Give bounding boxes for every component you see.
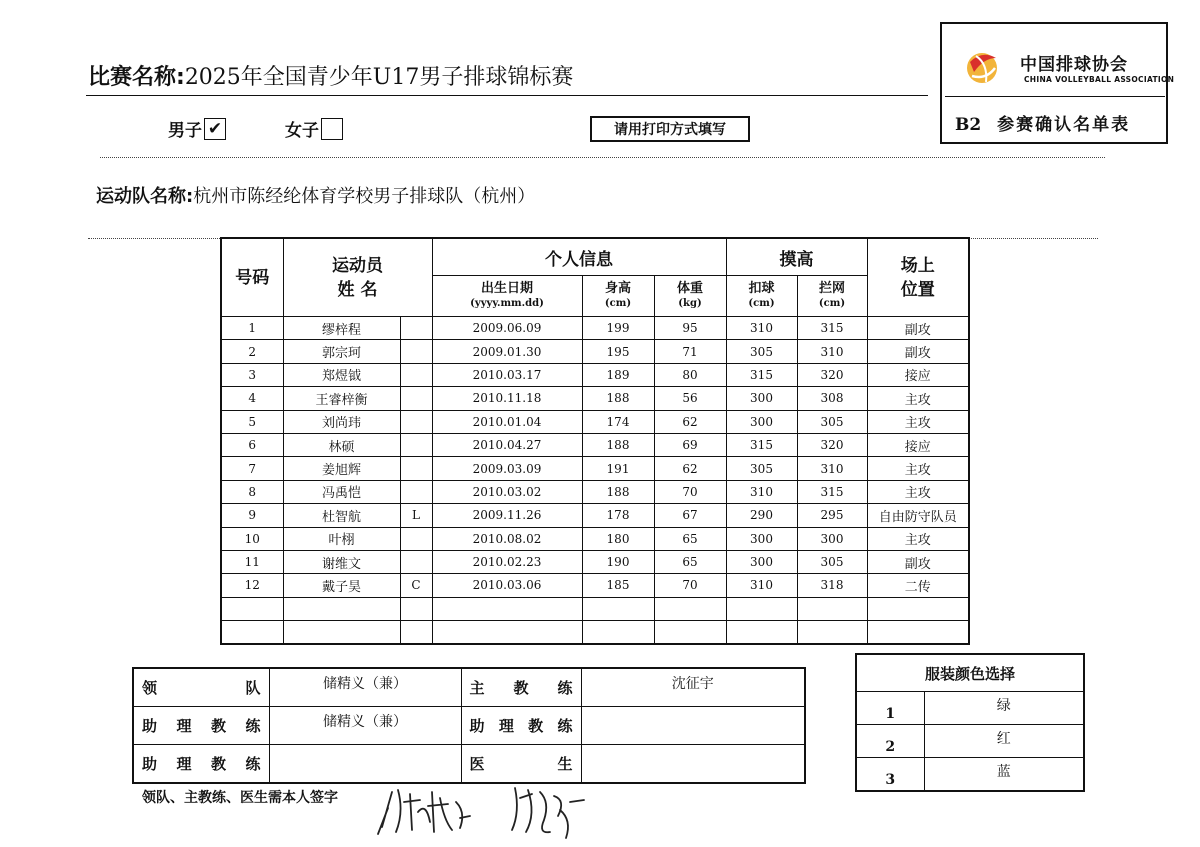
volleyball-logo-icon <box>962 46 1018 88</box>
player-role-flag[interactable]: L <box>400 504 432 527</box>
header-position <box>867 238 969 317</box>
asst1-label-cell <box>133 707 269 745</box>
player-role-flag[interactable] <box>400 550 432 573</box>
player-weight[interactable]: 95 <box>654 317 726 340</box>
player-number[interactable]: 9 <box>221 504 283 527</box>
player-number[interactable]: 4 <box>221 387 283 410</box>
player-name[interactable]: 叶栩 <box>283 527 400 550</box>
player-position[interactable]: 自由防守队员 <box>867 504 969 527</box>
player-weight[interactable] <box>654 597 726 620</box>
player-name[interactable]: 谢维文 <box>283 550 400 573</box>
player-weight[interactable]: 70 <box>654 574 726 597</box>
table-row <box>221 504 969 527</box>
form-title: 参赛确认名单表 <box>997 115 1131 135</box>
player-weight[interactable]: 71 <box>654 340 726 363</box>
player-number[interactable]: 6 <box>221 433 283 456</box>
header-weight-label: 体重 <box>676 281 703 296</box>
player-name[interactable]: 戴子昊 <box>283 574 400 597</box>
header-birth <box>432 276 582 317</box>
player-role-flag[interactable] <box>400 621 432 645</box>
table-row <box>221 621 969 645</box>
player-position[interactable]: 主攻 <box>867 387 969 410</box>
uniform-color-table <box>855 653 1085 792</box>
player-birthdate[interactable]: 2009.06.09 <box>432 317 582 340</box>
leader-name[interactable]: 储精义（兼） <box>269 668 461 707</box>
player-height[interactable]: 188 <box>582 480 654 503</box>
team-name: 杭州市陈经纶体育学校男子排球队（杭州） <box>193 186 536 207</box>
player-spike-reach[interactable]: 305 <box>726 457 797 480</box>
header-player-line1: 运动员 <box>332 255 383 276</box>
uniform-option-index: 2 <box>856 725 924 758</box>
player-number[interactable] <box>221 621 283 645</box>
player-height[interactable]: 178 <box>582 504 654 527</box>
handwritten-signatures <box>370 772 610 842</box>
player-birthdate[interactable]: 2010.03.06 <box>432 574 582 597</box>
player-birthdate[interactable]: 2010.03.02 <box>432 480 582 503</box>
uniform-option-color[interactable]: 蓝 <box>924 758 1084 791</box>
player-number[interactable]: 7 <box>221 457 283 480</box>
player-weight[interactable]: 62 <box>654 410 726 433</box>
association-name-cn: 中国排球协会 <box>1020 55 1128 75</box>
roster-table <box>220 237 970 645</box>
player-role-flag[interactable] <box>400 433 432 456</box>
player-position[interactable]: 副攻 <box>867 340 969 363</box>
player-spike-reach[interactable]: 300 <box>726 410 797 433</box>
table-row <box>221 480 969 503</box>
roster-body <box>221 317 969 645</box>
player-weight[interactable]: 67 <box>654 504 726 527</box>
player-height[interactable] <box>582 621 654 645</box>
table-row <box>221 387 969 410</box>
player-name[interactable]: 杜智航 <box>283 504 400 527</box>
player-block-reach[interactable]: 305 <box>797 550 867 573</box>
player-block-reach[interactable]: 320 <box>797 433 867 456</box>
title-underline <box>86 95 928 96</box>
female-option[interactable] <box>285 116 343 141</box>
player-spike-reach[interactable]: 305 <box>726 340 797 363</box>
player-birthdate[interactable]: 2009.03.09 <box>432 457 582 480</box>
leader-label-cell <box>133 668 269 707</box>
player-spike-reach[interactable]: 290 <box>726 504 797 527</box>
female-checkbox[interactable] <box>321 118 343 140</box>
header-personal-info: 个人信息 <box>432 238 726 276</box>
team-name-line <box>96 182 535 208</box>
asst2-label-cell <box>133 745 269 784</box>
head-coach-name[interactable]: 沈征宇 <box>581 668 805 707</box>
player-number[interactable]: 10 <box>221 527 283 550</box>
player-block-reach[interactable]: 300 <box>797 527 867 550</box>
player-name[interactable] <box>283 597 400 620</box>
player-role-flag[interactable] <box>400 363 432 386</box>
player-height[interactable]: 174 <box>582 410 654 433</box>
player-role-flag[interactable] <box>400 317 432 340</box>
uniform-option-row[interactable] <box>856 758 1084 791</box>
player-block-reach[interactable]: 305 <box>797 410 867 433</box>
player-weight[interactable]: 65 <box>654 550 726 573</box>
event-title <box>88 60 573 91</box>
player-position[interactable]: 接应 <box>867 433 969 456</box>
player-spike-reach[interactable]: 310 <box>726 317 797 340</box>
table-row <box>221 574 969 597</box>
player-birthdate[interactable] <box>432 621 582 645</box>
player-name[interactable]: 姜旭辉 <box>283 457 400 480</box>
player-spike-reach[interactable]: 300 <box>726 527 797 550</box>
asst3-label-cell <box>461 707 581 745</box>
player-height[interactable]: 189 <box>582 363 654 386</box>
uniform-option-color[interactable]: 绿 <box>924 692 1084 725</box>
player-number[interactable]: 3 <box>221 363 283 386</box>
form-code <box>955 110 1130 135</box>
player-position[interactable]: 副攻 <box>867 550 969 573</box>
player-role-flag[interactable] <box>400 597 432 620</box>
table-row <box>221 433 969 456</box>
player-birthdate[interactable]: 2010.04.27 <box>432 433 582 456</box>
player-block-reach[interactable]: 318 <box>797 574 867 597</box>
header-weight-unit: (kg) <box>678 298 702 309</box>
player-block-reach[interactable]: 310 <box>797 340 867 363</box>
player-block-reach[interactable]: 315 <box>797 317 867 340</box>
header-spike-label: 扣球 <box>748 281 775 296</box>
table-row <box>221 363 969 386</box>
asst1-label: 助 理 教 练 <box>142 717 261 735</box>
doctor-label: 医 生 <box>469 755 573 773</box>
asst1-name[interactable]: 储精义（兼） <box>269 707 461 745</box>
header-block-label: 拦网 <box>818 281 845 296</box>
player-birthdate[interactable] <box>432 597 582 620</box>
table-row <box>221 340 969 363</box>
player-name[interactable] <box>283 621 400 645</box>
male-checkbox[interactable]: ✔ <box>204 118 226 140</box>
male-label: 男子 <box>168 121 202 141</box>
event-label: 比赛名称: <box>88 65 185 90</box>
player-height[interactable] <box>582 597 654 620</box>
player-spike-reach[interactable]: 310 <box>726 574 797 597</box>
print-instruction-box: 请用打印方式填写 <box>590 116 750 142</box>
player-name[interactable]: 郭宗珂 <box>283 340 400 363</box>
header-position-line1: 场上 <box>900 255 935 276</box>
player-block-reach[interactable]: 320 <box>797 363 867 386</box>
player-block-reach[interactable] <box>797 597 867 620</box>
player-number[interactable]: 1 <box>221 317 283 340</box>
header-spike-unit: (cm) <box>748 298 775 309</box>
doctor-name[interactable] <box>581 745 805 784</box>
table-row <box>221 527 969 550</box>
player-position[interactable]: 主攻 <box>867 480 969 503</box>
player-position[interactable] <box>867 597 969 620</box>
signature-note: 领队、主教练、医生需本人签字 <box>142 790 338 806</box>
player-position[interactable]: 主攻 <box>867 527 969 550</box>
logo-divider <box>945 96 1165 97</box>
header-height <box>582 276 654 317</box>
player-height[interactable]: 188 <box>582 433 654 456</box>
player-birthdate[interactable]: 2010.01.04 <box>432 410 582 433</box>
header-player-line2: 姓 名 <box>337 279 378 300</box>
header-block <box>797 276 867 317</box>
header-player <box>283 238 432 317</box>
player-height[interactable]: 195 <box>582 340 654 363</box>
player-birthdate[interactable]: 2009.11.26 <box>432 504 582 527</box>
player-weight[interactable]: 65 <box>654 527 726 550</box>
header-position-line2: 位置 <box>900 279 935 300</box>
player-weight[interactable]: 69 <box>654 433 726 456</box>
player-name[interactable]: 王睿梓衡 <box>283 387 400 410</box>
form-code-id: B2 <box>955 115 982 135</box>
table-row <box>221 597 969 620</box>
player-name[interactable]: 冯禹恺 <box>283 480 400 503</box>
player-weight[interactable]: 62 <box>654 457 726 480</box>
uniform-option-index: 1 <box>856 692 924 725</box>
player-number[interactable]: 5 <box>221 410 283 433</box>
player-position[interactable]: 二传 <box>867 574 969 597</box>
player-role-flag[interactable] <box>400 410 432 433</box>
player-birthdate[interactable]: 2010.03.17 <box>432 363 582 386</box>
player-height[interactable]: 199 <box>582 317 654 340</box>
head-coach-label-cell <box>461 668 581 707</box>
player-weight[interactable]: 56 <box>654 387 726 410</box>
asst2-label: 助 理 教 练 <box>142 755 261 773</box>
player-block-reach[interactable]: 295 <box>797 504 867 527</box>
header-reach: 摸高 <box>726 238 867 276</box>
player-spike-reach[interactable]: 300 <box>726 387 797 410</box>
head-coach-label: 主 教 练 <box>469 679 573 697</box>
player-spike-reach[interactable]: 315 <box>726 363 797 386</box>
header-block-unit: (cm) <box>818 298 846 309</box>
player-position[interactable] <box>867 621 969 645</box>
header-height-unit: (cm) <box>604 298 632 309</box>
dotted-separator <box>100 157 1105 158</box>
player-height[interactable]: 191 <box>582 457 654 480</box>
player-role-flag[interactable] <box>400 527 432 550</box>
leader-label: 领 队 <box>142 679 261 697</box>
player-birthdate[interactable]: 2010.11.18 <box>432 387 582 410</box>
player-weight[interactable]: 70 <box>654 480 726 503</box>
uniform-option-color[interactable]: 红 <box>924 725 1084 758</box>
player-role-flag[interactable] <box>400 387 432 410</box>
header-height-label: 身高 <box>604 281 631 296</box>
player-name[interactable]: 缪梓程 <box>283 317 400 340</box>
player-block-reach[interactable] <box>797 621 867 645</box>
player-position[interactable]: 主攻 <box>867 410 969 433</box>
player-block-reach[interactable]: 310 <box>797 457 867 480</box>
player-height[interactable]: 190 <box>582 550 654 573</box>
header-birth-label: 出生日期 <box>480 281 533 296</box>
uniform-option-row[interactable] <box>856 725 1084 758</box>
female-label: 女子 <box>285 121 319 141</box>
table-row <box>221 317 969 340</box>
player-position[interactable]: 接应 <box>867 363 969 386</box>
player-spike-reach[interactable] <box>726 621 797 645</box>
player-name[interactable]: 郑煜钺 <box>283 363 400 386</box>
uniform-body <box>856 692 1084 791</box>
association-name-en: CHINA VOLLEYBALL ASSOCIATION <box>1024 75 1175 84</box>
player-name[interactable]: 林硕 <box>283 433 400 456</box>
header-birth-format: (yyyy.mm.dd) <box>470 298 544 309</box>
player-block-reach[interactable]: 308 <box>797 387 867 410</box>
team-label: 运动队名称: <box>96 186 194 207</box>
player-block-reach[interactable]: 315 <box>797 480 867 503</box>
player-height[interactable]: 180 <box>582 527 654 550</box>
player-weight[interactable] <box>654 621 726 645</box>
player-height[interactable]: 185 <box>582 574 654 597</box>
uniform-title: 服装颜色选择 <box>856 654 1084 692</box>
player-role-flag[interactable] <box>400 480 432 503</box>
player-height[interactable]: 188 <box>582 387 654 410</box>
asst3-name[interactable] <box>581 707 805 745</box>
uniform-option-row[interactable] <box>856 692 1084 725</box>
player-birthdate[interactable]: 2010.02.23 <box>432 550 582 573</box>
asst3-label: 助 理 教 练 <box>469 717 573 735</box>
table-row <box>221 550 969 573</box>
player-birthdate[interactable]: 2010.08.02 <box>432 527 582 550</box>
player-name[interactable]: 刘尚玮 <box>283 410 400 433</box>
table-row <box>221 457 969 480</box>
player-spike-reach[interactable]: 310 <box>726 480 797 503</box>
male-option[interactable] <box>168 116 226 141</box>
player-number[interactable] <box>221 597 283 620</box>
uniform-option-index: 3 <box>856 758 924 791</box>
player-spike-reach[interactable]: 315 <box>726 433 797 456</box>
player-number[interactable]: 11 <box>221 550 283 573</box>
header-weight <box>654 276 726 317</box>
header-spike <box>726 276 797 317</box>
player-role-flag[interactable] <box>400 340 432 363</box>
player-number[interactable]: 8 <box>221 480 283 503</box>
player-position[interactable]: 主攻 <box>867 457 969 480</box>
table-row <box>221 410 969 433</box>
player-position[interactable]: 副攻 <box>867 317 969 340</box>
event-name: 2025年全国青少年U17男子排球锦标赛 <box>184 65 574 90</box>
player-number[interactable]: 2 <box>221 340 283 363</box>
player-role-flag[interactable] <box>400 457 432 480</box>
player-birthdate[interactable]: 2009.01.30 <box>432 340 582 363</box>
player-weight[interactable]: 80 <box>654 363 726 386</box>
header-number: 号码 <box>221 238 283 317</box>
player-spike-reach[interactable]: 300 <box>726 550 797 573</box>
player-number[interactable]: 12 <box>221 574 283 597</box>
player-spike-reach[interactable] <box>726 597 797 620</box>
staff-table <box>132 667 806 784</box>
player-role-flag[interactable]: C <box>400 574 432 597</box>
